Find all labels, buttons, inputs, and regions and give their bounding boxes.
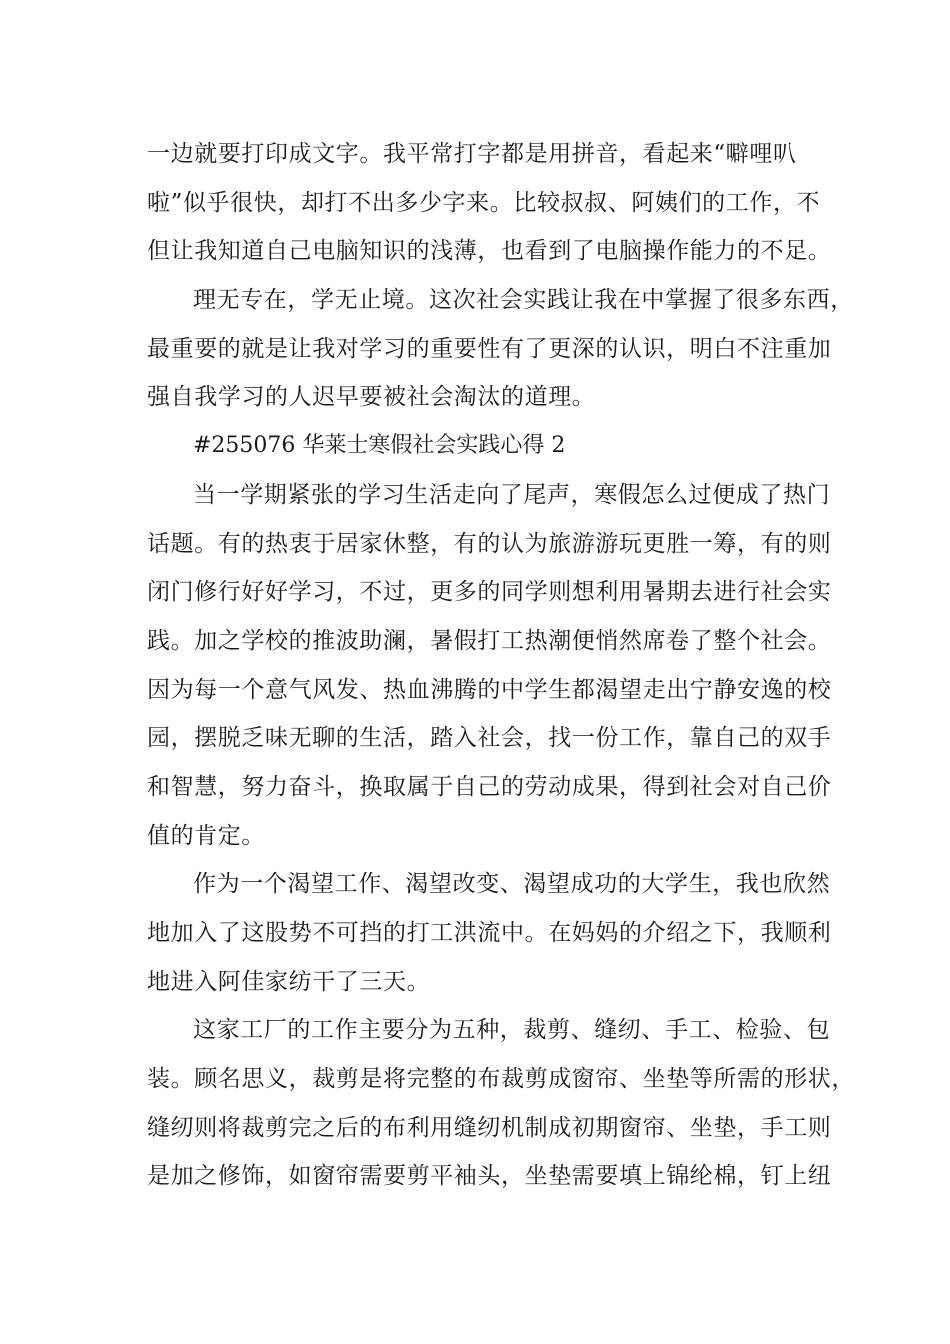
text-line: 一边就要打印成文字。我平常打字都是用拼音，看起来“噼哩叭: [147, 141, 797, 167]
text-line: 理无专在，学无止境。这次社会实践让我在中掌握了很多东西，: [193, 287, 854, 314]
text-line: 这家工厂的工作主要分为五种，裁剪、缝纫、手工、检验、包: [193, 1017, 831, 1044]
heading-text: #255076 华莱士寒假社会实践心得 2: [193, 433, 566, 459]
paragraph-4: [147, 860, 832, 1006]
text-line: 最重要的就是让我对学习的重要性有了更深的认识，明白不注重加: [147, 335, 832, 362]
text-line: 值的肯定。: [147, 822, 265, 849]
text-line: 作为一个渴望工作、渴望改变、渴望成功的大学生，我也欣然: [193, 871, 831, 898]
paragraph-3: [147, 471, 832, 861]
text-line: 强自我学习的人迟早要被社会淘汰的道理。: [147, 384, 596, 411]
paragraph-1: [147, 130, 832, 276]
text-line: 装。顾名思义，裁剪是将完整的布裁剪成窗帘、坐垫等所需的形状，: [147, 1066, 855, 1093]
text-line: 当一学期紧张的学习生活走向了尾声，寒假怎么过便成了热门: [193, 481, 831, 508]
text-line: 啦”似乎很快，却打不出多少字来。比较叔叔、阿姨们的工作，不: [147, 189, 821, 216]
text-line: 园，摆脱乏味无聊的生活，踏入社会，找一份工作，靠自己的双手: [147, 725, 832, 752]
section-heading: [147, 422, 827, 471]
text-line: 但让我知道自己电脑知识的浅薄，也看到了电脑操作能力的不足。: [147, 238, 832, 265]
text-line: 闭门修行好好学习，不过，更多的同学则想利用暑期去进行社会实: [147, 579, 832, 606]
paragraph-2: [147, 276, 854, 422]
document-body: [147, 130, 855, 1201]
text-line: 是加之修饰，如窗帘需要剪平袖头，坐垫需要填上锦纶棉，钉上纽: [147, 1163, 832, 1190]
text-line: 缝纫则将裁剪完之后的布利用缝纫机制成初期窗帘、坐垫，手工则: [147, 1114, 832, 1141]
text-line: 地进入阿佳家纺干了三天。: [147, 968, 431, 995]
paragraph-5: [147, 1006, 855, 1201]
text-line: 因为每一个意气风发、热血沸腾的中学生都渴望走出宁静安逸的校: [147, 676, 832, 703]
text-line: 和智慧，努力奋斗，换取属于自己的劳动成果，得到社会对自己价: [147, 773, 832, 800]
text-line: 地加入了这股势不可挡的打工洪流中。在妈妈的介绍之下，我顺利: [147, 920, 832, 946]
text-line: 话题。有的热衷于居家休整，有的认为旅游游玩更胜一筹，有的则: [147, 530, 832, 557]
text-line: 践。加之学校的推波助澜，暑假打工热潮便悄然席卷了整个社会。: [147, 627, 832, 654]
